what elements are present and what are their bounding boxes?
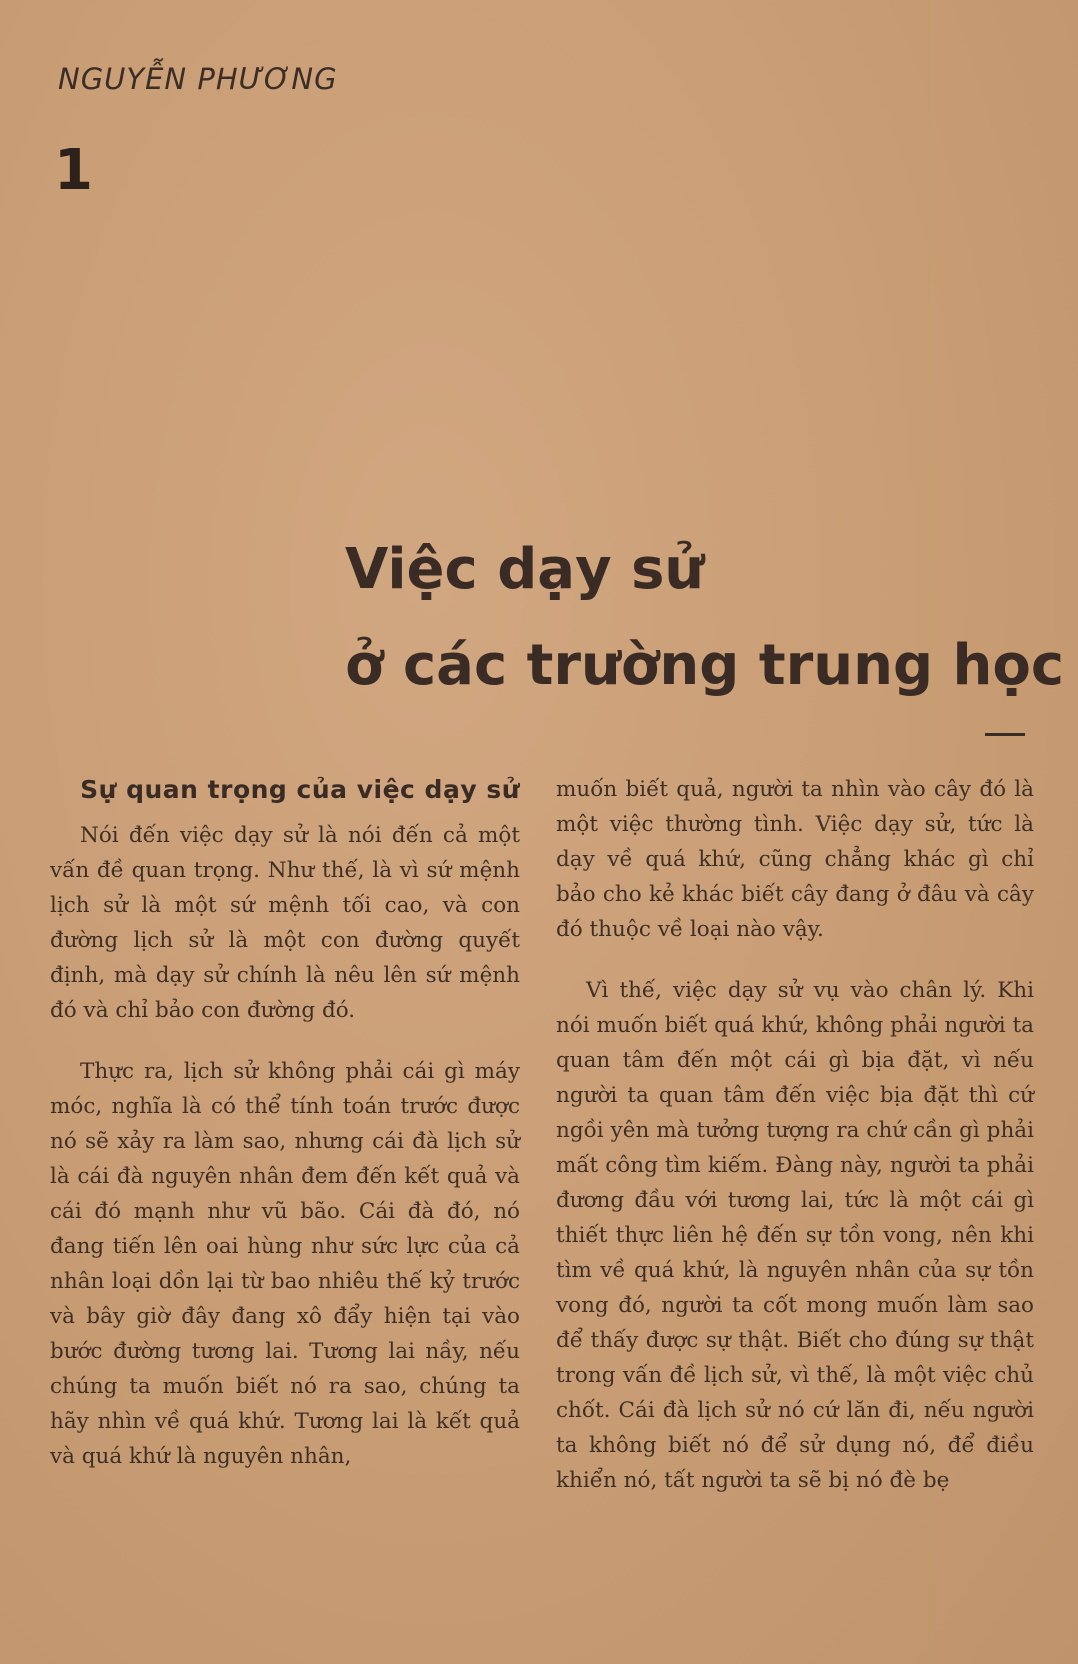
paragraph: Nói đến việc dạy sử là nói đến cả một vấn đề quan trọng. Như thế, là vì sứ mệnh lịch sử là một sứ mệnh tối cao, và con đường lịch sử là một con đường quyết định, mà dạy sử chính là nêu lên sứ mệnh đó và chỉ bảo con đường đó.: [50, 823, 520, 1023]
paragraph: Vì thế, việc dạy sử vụ vào chân lý. Khi nói muốn biết quá khứ, không phải người ta quan tâm đến một cái gì bịa đặt, vì nếu người ta quan tâm đến việc bịa đặt thì cứ ngồi yên mà tưởng tượng ra chứ cần gì phải mất công tìm kiếm. Đàng này, người ta phải đương đầu với tương lai, tức là một cái gì thiết thực liên hệ đến sự tồn vong, nên khi tìm về quá khứ, là nguyên nhân của sự tồn vong đó, người ta cốt mong muốn làm sao để thấy được sự thật. Biết cho đúng sự thật trong vấn đề lịch sử, vì thế, là một việc chủ chốt. Cái đà lịch sử nó cứ lăn đi, nếu người ta không biết nó để sử dụng nó, để điều khiển nó, tất người ta sẽ bị nó đè bẹ: [556, 978, 1034, 1493]
section-heading: Sự quan trọng của việc dạy sử: [80, 775, 520, 804]
title-rule: [985, 733, 1025, 736]
right-column: [556, 772, 1034, 1524]
left-column: [50, 772, 520, 1500]
paragraph: Thực ra, lịch sử không phải cái gì máy móc, nghĩa là có thể tính toán trước được nó sẽ xảy ra làm sao, nhưng cái đà lịch sử là cái đà nguyên nhân đem đến kết quả và cái đó mạnh như vũ bão. Cái đà đó, nó đang tiến lên oai hùng như sức lực của cả nhân loại dồn lại từ bao nhiêu thế kỷ trước và bây giờ đây đang xô đẩy hiện tại vào bước đường tương lai. Tương lai nầy, nếu chúng ta muốn biết nó ra sao, chúng ta hãy nhìn về quá khứ. Tương lai là kết quả và quá khứ là nguyên nhân,: [50, 1059, 520, 1469]
title-line-2: ở các trường trung học: [345, 633, 1065, 698]
title-line-1: Việc dạy sử: [345, 537, 705, 602]
chapter-number: 1: [54, 138, 93, 203]
article-title: [345, 522, 1065, 714]
author-name: NGUYỄN PHƯƠNG: [58, 62, 338, 96]
paragraph: muốn biết quả, người ta nhìn vào cây đó là một việc thường tình. Việc dạy sử, tức là dạy về quá khứ, cũng chẳng khác gì chỉ bảo cho kẻ khác biết cây đang ở đâu và cây đó thuộc về loại nào vậy.: [556, 777, 1034, 942]
